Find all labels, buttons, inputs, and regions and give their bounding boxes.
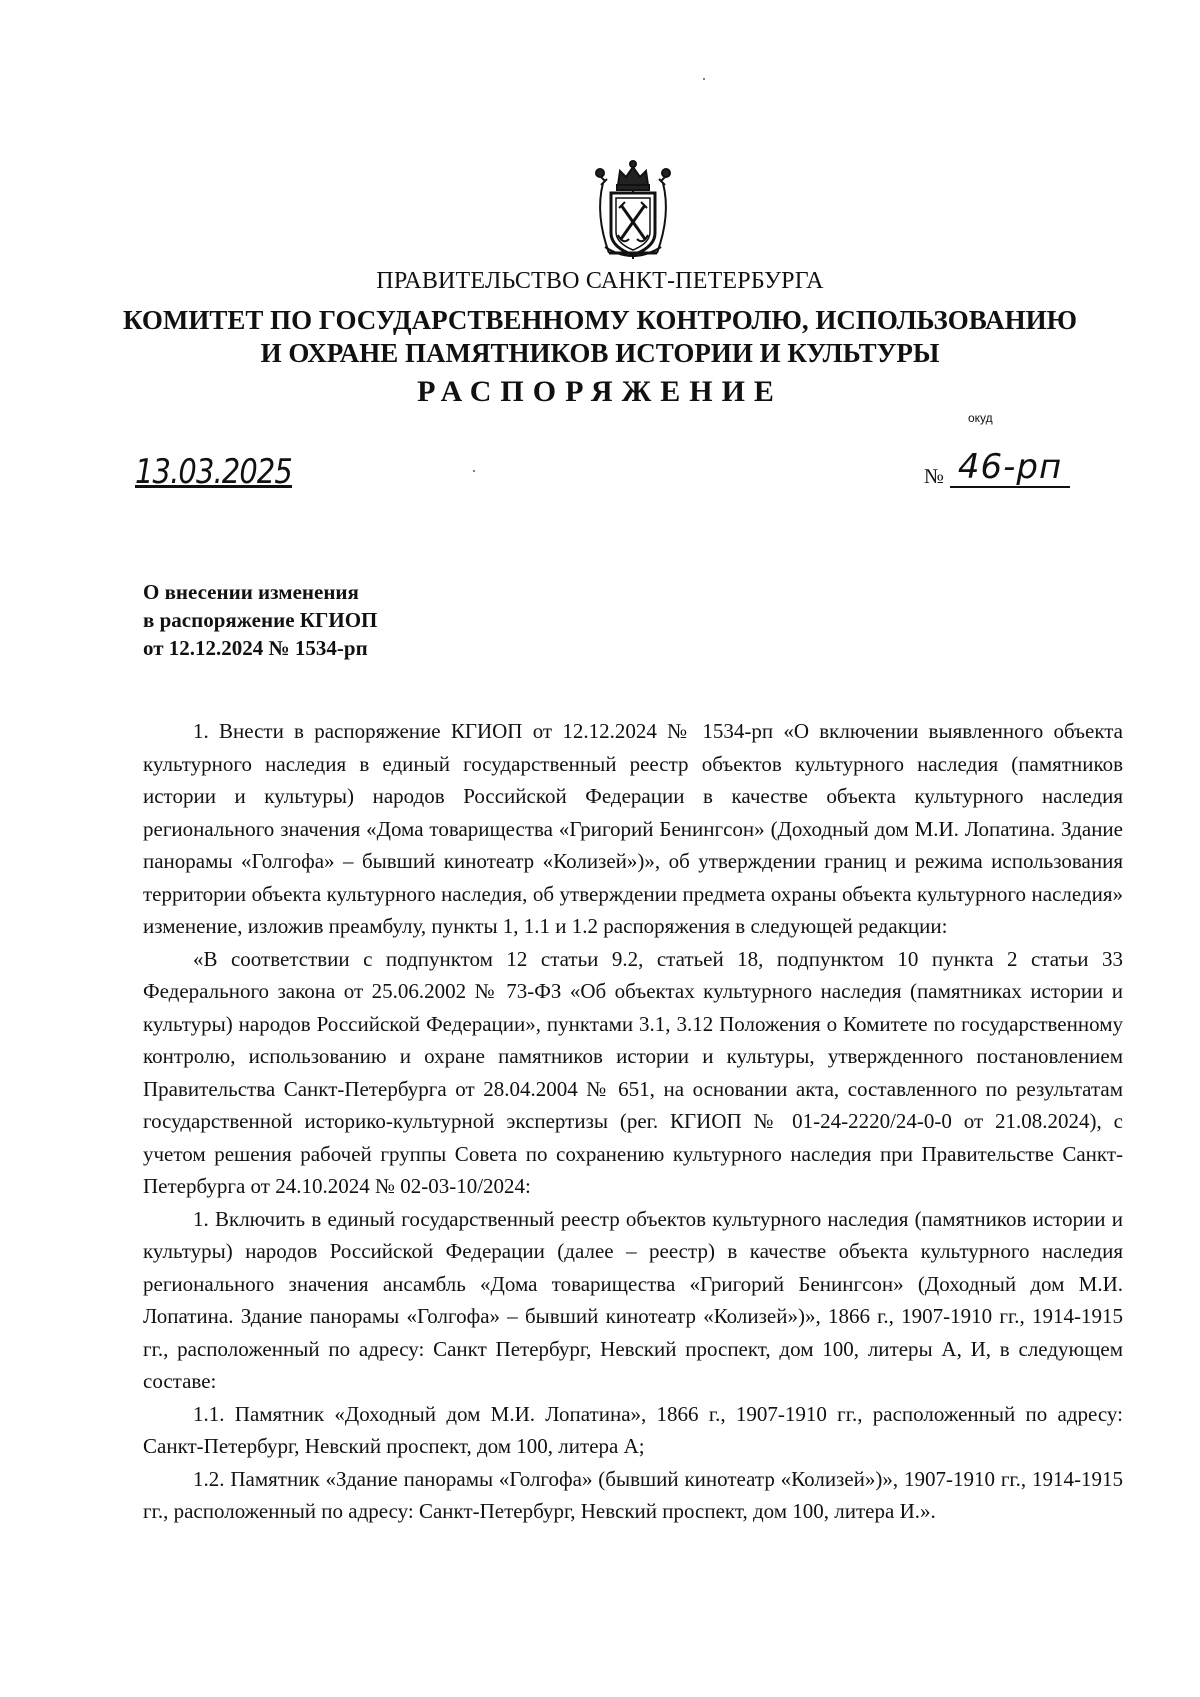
government-name: ПРАВИТЕЛЬСТВО САНКТ-ПЕТЕРБУРГА (376, 268, 824, 294)
committee-name (0, 304, 1200, 370)
body-paragraph-item-1: 1. Включить в единый государственный реестр объектов культурного наследия (памятников истории и культуры) народов Российской Федерации (далее – реестр) в качестве объекта культурного наследия регионального значения ансамбль «Дома товарищества «Григорий Бенингсон» (Доходный дом М.И. Лопатина. Здание панорамы «Голгофа» – бывший кинотеатр «Колизей»)», 1866 г., 1907-1910 гг., 1914-1915 гг., расположенный по адресу: Санкт Петербург, Невский проспект, дом 100, литеры А, И, в следующем составе: (143, 1206, 1123, 1393)
body-paragraph-1: 1. Внести в распоряжение КГИОП от 12.12.2024 № 1534-рп «О включении выявленного объекта культурного наследия в единый государственный реестр объектов культурного наследия (памятников истории и культуры) народов Российской Федерации в качестве объекта культурного наследия регионального значения «Дома товарищества «Григорий Бенингсон» (Доходный дом М.И. Лопатина. Здание панорамы «Голгофа» – бывший кинотеатр «Колизей»)», об утверждении границ и режима использования территории объекта культурного наследия, об утверждении предмета охраны объекта культурного наследия» изменение, изложив преамбулу, пункты 1, 1.1 и 1.2 распоряжения в следующей редакции: (143, 719, 1123, 938)
document-body (143, 715, 1123, 1528)
body-paragraph-item-1-2: 1.2. Памятник «Здание панорамы «Голгофа» (бывший кинотеатр «Колизей»)», 1907-1910 гг., 1914-1915 гг., расположенный по адресу: Санкт-Петербург, Невский проспект, дом 100, литера И.». (143, 1466, 1123, 1523)
document-type-title: РАСПОРЯЖЕНИЕ (417, 375, 783, 408)
subject-line-2: в распоряжение КГИОП (143, 608, 378, 632)
scan-speck (473, 470, 475, 472)
committee-name-line-1: КОМИТЕТ ПО ГОСУДАРСТВЕННОМУ КОНТРОЛЮ, ИСПОЛЬЗОВАНИЮ (123, 305, 1077, 335)
document-subject (143, 578, 377, 662)
subject-line-3: от 12.12.2024 № 1534-рп (143, 636, 368, 660)
document-number-label: № (924, 464, 945, 488)
document-number: 46-рп (950, 448, 1070, 488)
saint-petersburg-coat-of-arms-icon (585, 155, 681, 267)
committee-name-line-2: И ОХРАНЕ ПАМЯТНИКОВ ИСТОРИИ И КУЛЬТУРЫ (260, 338, 940, 368)
scan-speck (703, 78, 705, 80)
document-date: 13.03.2025 (135, 452, 292, 492)
subject-line-1: О внесении изменения (143, 580, 359, 604)
body-paragraph-preamble: «В соответствии с подпунктом 12 статьи 9.2, статьей 18, подпунктом 10 пункта 2 статьи 33 Федерального закона от 25.06.2002 № 73-ФЗ «Об объектах культурного наследия (памятниках истории и культуры) народов Российской Федерации», пунктами 3.1, 3.12 Положения о Комитете по государственному контролю, использованию и охране памятников истории и культуры, утвержденного постановлением Правительства Санкт-Петербурга от 28.04.2004 № 651, на основании акта, составленного по результатам государственной историко-культурной экспертизы (рег. КГИОП № 01-24-2220/24-0-0 от 21.08.2024), с учетом решения рабочей группы Совета по сохранению культурного наследия при Правительстве Санкт-Петербурга от 24.10.2024 № 02-03-10/2024: (143, 946, 1123, 1198)
okud-label: окуд (968, 411, 993, 425)
body-paragraph-item-1-1: 1.1. Памятник «Доходный дом М.И. Лопатина», 1866 г., 1907-1910 гг., расположенный по адресу: Санкт-Петербург, Невский проспект, дом 100, литера А; (143, 1401, 1123, 1458)
